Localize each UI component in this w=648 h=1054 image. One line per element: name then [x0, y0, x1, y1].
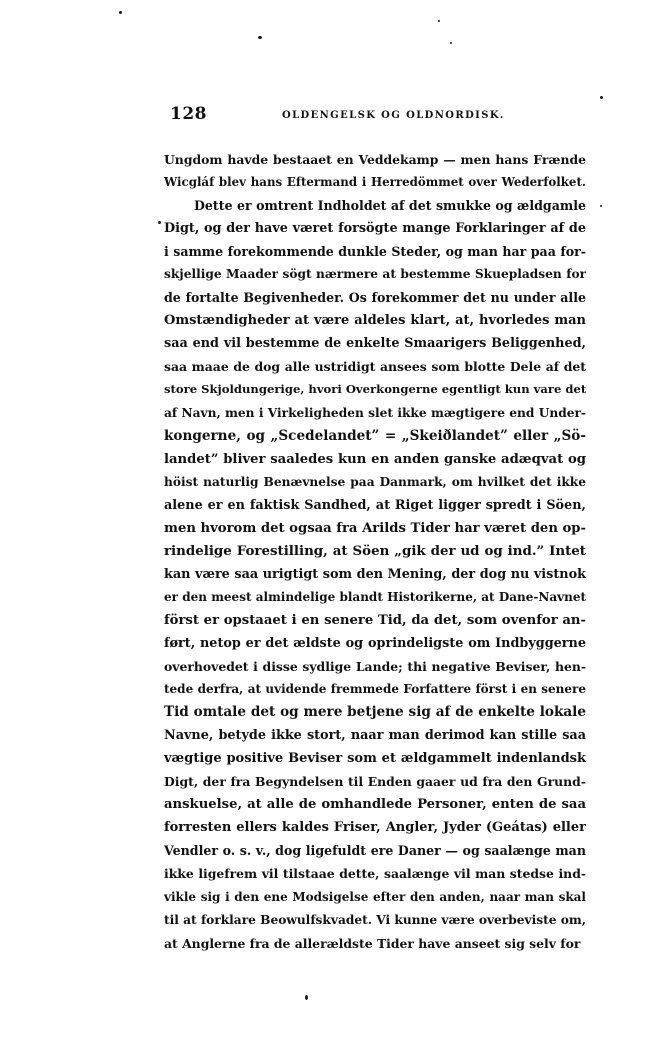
text-line: vægtige positive Beviser som et ældgammelt indenlandsk: [164, 751, 586, 767]
text-line: alene er en faktisk Sandhed, at Riget ligger spredt i Söen,: [164, 497, 586, 513]
scan-speck: [305, 995, 308, 1000]
scan-speck: [438, 20, 440, 22]
text-line: Wicgláf blev hans Eftermand i Herredömmet over Wederfolket.: [164, 175, 586, 190]
text-line: Ungdom havde bestaaet en Veddekamp — men hans Frænde: [164, 152, 586, 167]
text-line: er den meest almindelige blandt Historikerne, at Dane-Navnet: [164, 589, 586, 604]
text-line: store Skjoldungerige, hvori Overkongerne egentligt kun vare det: [164, 382, 586, 397]
scan-speck: [600, 205, 602, 207]
scan-speck: [258, 36, 262, 39]
text-line: i samme forekommende dunkle Steder, og man har paa for-: [164, 244, 586, 260]
text-line: Digt, der fra Begyndelsen til Enden gaaer ud fra den Grund-: [164, 774, 586, 790]
scan-speck: [119, 11, 122, 14]
text-line: saa maae de dog alle ustridigt ansees som blotte Dele af det: [164, 359, 586, 375]
scan-speck: [450, 42, 452, 44]
text-line: Omstændigheder at være aldeles klart, at, hvorledes man: [164, 313, 586, 329]
text-line: forresten ellers kaldes Friser, Angler, Jyder (Geátas) eller: [164, 820, 586, 836]
text-line: anskuelse, at alle de omhandlede Personer, enten de saa: [164, 797, 586, 813]
text-line: Digt, og der have været forsögte mange Forklaringer af de: [164, 221, 586, 237]
text-line: Vendler o. s. v., dog ligefuldt ere Daner — og saalænge man: [164, 843, 586, 859]
body-text: [164, 148, 586, 955]
page-number: 128: [170, 104, 207, 124]
text-line: vikle sig i den ene Modsigelse efter den anden, naar man skal: [164, 889, 586, 904]
text-line: höist naturlig Benævnelse paa Danmark, om hvilket det ikke: [164, 474, 586, 489]
page-header: [170, 104, 590, 130]
text-line: at Anglerne fra de allerældste Tider have anseet sig selv for: [164, 935, 581, 951]
text-line: Tid omtale det og mere betjene sig af de enkelte lokale: [164, 704, 586, 721]
text-line: Dette er omtrent Indholdet af det smukke og ældgamle: [194, 198, 586, 214]
text-line: kongerne, og „Scedelandet” = „Skeiðlandet” eller „Sö-: [164, 427, 586, 444]
text-line: skjellige Maader sögt nærmere at bestemme Skuepladsen for: [164, 267, 586, 282]
text-line: men hvorom det ogsaa fra Arilds Tider har været den op-: [164, 520, 586, 536]
text-line: först er opstaaet i en senere Tid, da det, som ovenfor an-: [164, 612, 586, 628]
text-line: overhovedet i disse sydlige Lande; thi negative Beviser, hen-: [164, 659, 586, 675]
text-line: af Navn, men i Virkeligheden slet ikke mægtigere end Under-: [164, 405, 586, 420]
text-line: Navne, betyde ikke stort, naar man derimod kan stille saa: [164, 728, 586, 744]
text-line: saa end vil bestemme de enkelte Smaarigers Beliggenhed,: [164, 336, 586, 352]
text-line: de fortalte Begivenheder. Os forekommer det nu under alle: [164, 290, 586, 306]
text-line: til at forklare Beowulfskvadet. Vi kunne være overbeviste om,: [164, 912, 586, 927]
text-line: rindelige Forestilling, at Söen „gik der ud og ind.” Intet: [164, 542, 586, 559]
text-line: kan være saa urigtigt som den Mening, der dog nu vistnok: [164, 566, 586, 582]
text-line: ikke ligefrem vil tilstaae dette, saalænge vil man stedse ind-: [164, 866, 586, 882]
text-line: tede derfra, at uvidende fremmede Forfattere först i en senere: [164, 682, 586, 697]
scan-speck: [158, 221, 161, 224]
text-line: ført, netop er det ældste og oprindeligste om Indbyggerne: [164, 635, 586, 651]
text-line: landet” bliver saaledes kun en anden ganske adæqvat og: [164, 451, 586, 467]
scan-speck: [600, 96, 603, 99]
running-title: OLDENGELSK OG OLDNORDISK.: [282, 110, 505, 121]
